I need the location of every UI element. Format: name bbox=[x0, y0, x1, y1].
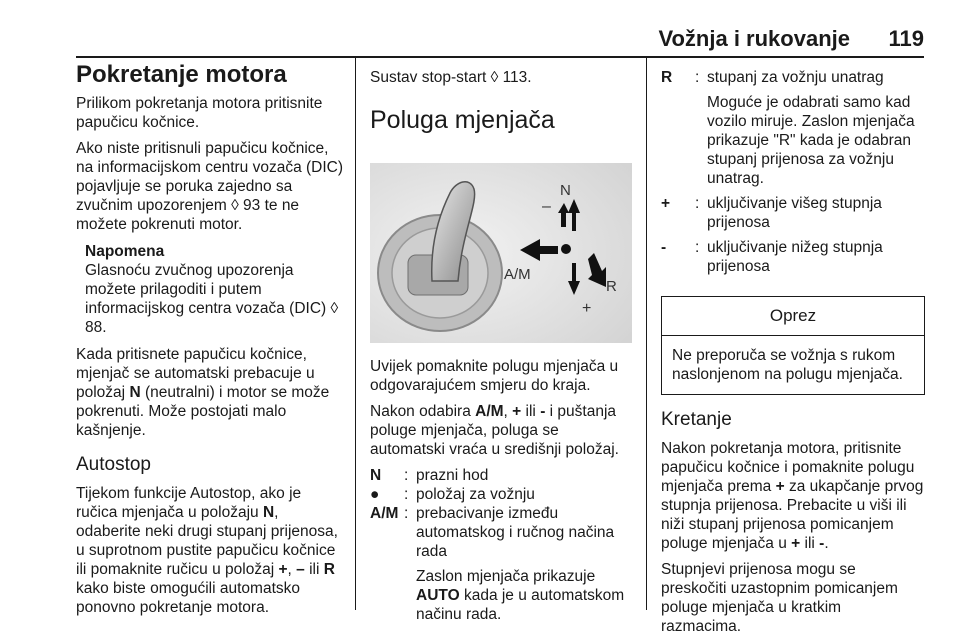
def-value: prazni hod bbox=[416, 467, 489, 484]
def-value: uključivanje višeg stupnja prijenosa bbox=[707, 195, 882, 231]
paragraph: Stupnjevi prijenosa mogu se preskočiti uzastopnim pomicanjem poluge mjenjača u kratkim razmacima. bbox=[661, 561, 898, 635]
heading-engine-start: Pokretanje motora bbox=[76, 61, 287, 88]
page-number: 119 bbox=[888, 26, 924, 51]
paragraph: Prilikom pokretanja motora pritisnite papučicu kočnice. bbox=[76, 95, 323, 131]
note-box bbox=[85, 242, 344, 337]
gear-lever-illustration bbox=[370, 163, 632, 343]
def-key: + bbox=[661, 195, 671, 212]
note-title: Napomena bbox=[85, 243, 165, 260]
def-value: uključivanje nižeg stupnja prijenosa bbox=[707, 239, 883, 275]
heading-autostop: Autostop bbox=[76, 454, 151, 475]
paragraph: Ako niste pritisnuli papučicu kočnice, na informacijskom centru vozača (DIC) pojavljuje se poruka zajedno sa zvučnim upozorenjem ◊ 93 te ne možete pokrenuti motor. bbox=[76, 140, 344, 233]
def-key: - bbox=[661, 239, 667, 256]
def-value: prebacivanje između automatskog i ručnog načina rada bbox=[416, 505, 615, 560]
gear-positions-list-cont: R : stupanj za vožnju unatrag Moguće je odabrati samo kad vozilo miruje. Zaslon mjenjača prikazuje "R" kada je odabran stupanj prijenosa za vožnju unatrag. + : uključivanje višeg stupnja prijenosa - : uključivanje nižeg stupnja prijenosa bbox=[661, 68, 925, 282]
def-value: stupanj za vožnju unatrag bbox=[707, 69, 884, 86]
paragraph: Tijekom funkcije Autostop, ako je ručica mjenjača u položaju N, odaberite neki drugi stupanj prijenosa, u suprotnom pustite papučicu kočnice ili pomaknite ručicu u položaj +, – ili R kako biste omogućili automatsko ponovno pokretanje motora. bbox=[76, 485, 338, 616]
label-minus: – bbox=[542, 198, 551, 215]
heading-gear-lever: Poluga mjenjača bbox=[370, 106, 555, 134]
def-key: ● bbox=[370, 486, 380, 503]
caution-body: Ne preporuča se vožnja s rukom naslonjenom na polugu mjenjača. bbox=[672, 347, 903, 383]
column-divider bbox=[355, 58, 356, 610]
paragraph: Uvijek pomaknite polugu mjenjača u odgovarajućem smjeru do kraja. bbox=[370, 358, 619, 394]
column-2 bbox=[370, 58, 632, 630]
paragraph: Sustav stop-start ◊ 113. bbox=[370, 69, 532, 86]
page-header bbox=[0, 0, 960, 56]
column-3 bbox=[661, 58, 925, 643]
label-plus: + bbox=[582, 300, 592, 317]
paragraph: Kada pritisnete papučicu kočnice, mjenjač se automatski prebacuje u položaj N (neutralni) i motor se može pokrenuti. Može postojati malo kašnjenje. bbox=[76, 346, 330, 439]
note-body: Glasnoću zvučnog upozorenja možete prilagoditi i putem informacijskog centra vozača (DIC) ◊ 88. bbox=[85, 262, 339, 336]
column-1 bbox=[76, 58, 344, 624]
section-title: Vožnja i rukovanje bbox=[658, 26, 850, 51]
def-value: položaj za vožnju bbox=[416, 486, 535, 503]
paragraph: Nakon pokretanja motora, pritisnite papučicu kočnice i pomaknite polugu mjenjača prema + za ukapčanje prvog stupnja prijenosa. Prebacite u viši ili niži stupanj prijenosa pomicanjem poluge mjenjača u + ili -. bbox=[661, 440, 924, 552]
def-extra: Moguće je odabrati samo kad vozilo miruje. Zaslon mjenjača prikazuje "R" kada je odabran stupanj prijenosa za vožnju unatrag. bbox=[707, 94, 915, 187]
def-key: A/M bbox=[370, 505, 399, 522]
heading-driving: Kretanje bbox=[661, 409, 732, 430]
gear-positions-list: N : prazni hod ● : položaj za vožnju A/M : prebacivanje između automatskog i ručnog načina rada Zaslon mjenjača prikazuje AUTO kada je u automatskom načinu rada. bbox=[370, 466, 632, 630]
label-r: R bbox=[606, 278, 617, 295]
caution-box bbox=[661, 296, 925, 395]
label-am: A/M bbox=[504, 266, 531, 283]
def-key: N bbox=[370, 467, 382, 484]
def-extra: Zaslon mjenjača prikazuje AUTO kada je u automatskom načinu rada. bbox=[416, 568, 625, 623]
def-key: R bbox=[661, 69, 673, 86]
caution-title: Oprez bbox=[662, 297, 924, 336]
column-divider bbox=[646, 58, 647, 610]
label-n: N bbox=[560, 182, 571, 199]
paragraph: Nakon odabira A/M, + ili - i puštanja poluge mjenjača, poluga se automatski vraća u središnji položaj. bbox=[370, 403, 619, 458]
